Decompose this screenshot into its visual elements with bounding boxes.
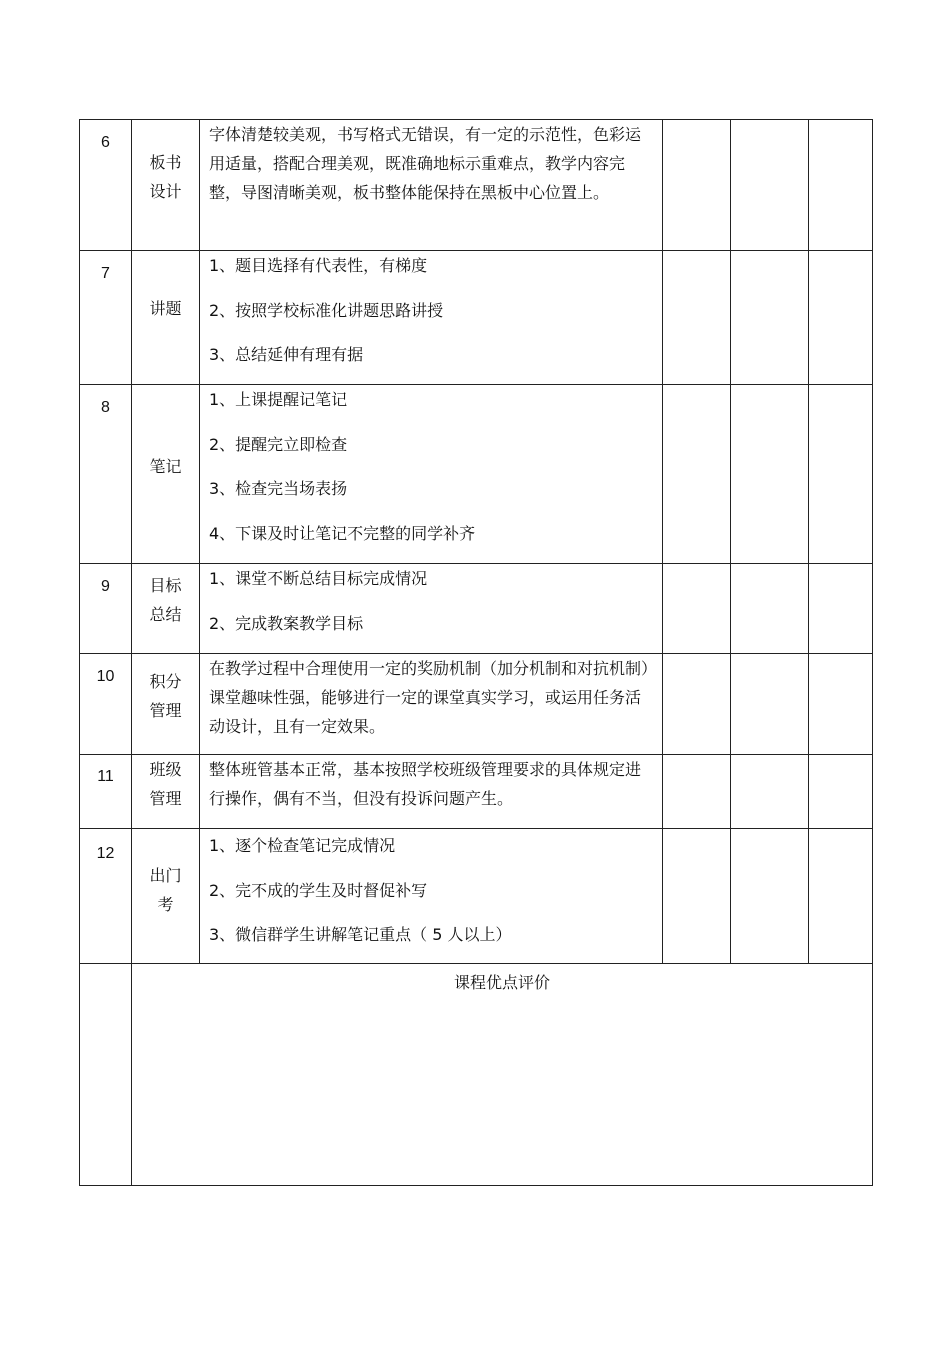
table-row [80,385,873,564]
row-number: 12 [80,829,132,964]
criteria-list [200,251,663,385]
item-name: 笔记 [132,385,200,564]
score-cell [663,654,731,755]
score-cell [809,251,873,385]
list-item: 1、课堂不断总结目标完成情况 [209,569,428,588]
score-cell [731,829,809,964]
score-cell [731,654,809,755]
list-item: 3、总结延伸有理有据 [209,345,364,364]
score-cell [731,385,809,564]
score-cell [731,755,809,829]
score-cell [663,564,731,654]
row-number: 7 [80,251,132,385]
score-cell [663,251,731,385]
evaluation-table [79,119,873,1186]
score-cell [809,120,873,251]
list-item: 2、完不成的学生及时督促补写 [209,880,428,900]
criteria-text: 整体班管基本正常，基本按照学校班级管理要求的具体规定进行操作，偶有不当，但没有投诉问题产生。 [200,755,663,829]
item-name: 班级 管理 [132,755,200,829]
list-item: 3、微信群学生讲解笔记重点（ 5 人以上） [209,925,512,944]
criteria-text: 在教学过程中合理使用一定的奖励机制（加分机制和对抗机制）课堂趣味性强，能够进行一定的课堂真实学习，或运用任务活动设计，且有一定效果。 [200,654,663,755]
list-item: 4、下课及时让笔记不完整的同学补齐 [209,523,476,543]
course-strengths-cell [132,964,873,1186]
score-cell [809,829,873,964]
list-item: 3、检查完当场表扬 [209,479,348,498]
item-name: 出门 考 [132,829,200,964]
table-row [80,654,873,755]
score-cell [663,829,731,964]
score-cell [663,755,731,829]
criteria-list [200,385,663,564]
row-number: 9 [80,564,132,654]
item-name: 积分 管理 [132,654,200,755]
summary-row [80,964,873,1186]
table-row [80,120,873,251]
list-item: 2、提醒完立即检查 [209,434,348,454]
summary-index-cell [80,964,132,1186]
score-cell [809,385,873,564]
score-cell [731,564,809,654]
list-item: 1、题目选择有代表性，有梯度 [209,256,428,275]
score-cell [731,251,809,385]
row-number: 8 [80,385,132,564]
table-row [80,564,873,654]
score-cell [731,120,809,251]
score-cell [809,755,873,829]
row-number: 11 [80,755,132,829]
list-item: 1、上课提醒记笔记 [209,390,348,409]
criteria-list [200,829,663,964]
row-number: 6 [80,120,132,251]
list-item: 2、按照学校标准化讲题思路讲授 [209,300,444,320]
item-name: 板书 设计 [132,120,200,251]
score-cell [809,564,873,654]
course-strengths-title: 课程优点评价 [453,973,550,992]
table-row [80,829,873,964]
row-number: 10 [80,654,132,755]
item-name: 讲题 [132,251,200,385]
table-row [80,755,873,829]
list-item: 1、逐个检查笔记完成情况 [209,836,396,855]
score-cell [809,654,873,755]
criteria-list [200,564,663,654]
score-cell [663,120,731,251]
item-name: 目标 总结 [132,564,200,654]
table-row [80,251,873,385]
list-item: 2、完成教案教学目标 [209,613,364,633]
score-cell [663,385,731,564]
criteria-text: 字体清楚较美观，书写格式无错误，有一定的示范性，色彩运用适量，搭配合理美观，既准确地标示重难点，教学内容完整，导图清晰美观，板书整体能保持在黑板中心位置上。 [200,120,663,251]
